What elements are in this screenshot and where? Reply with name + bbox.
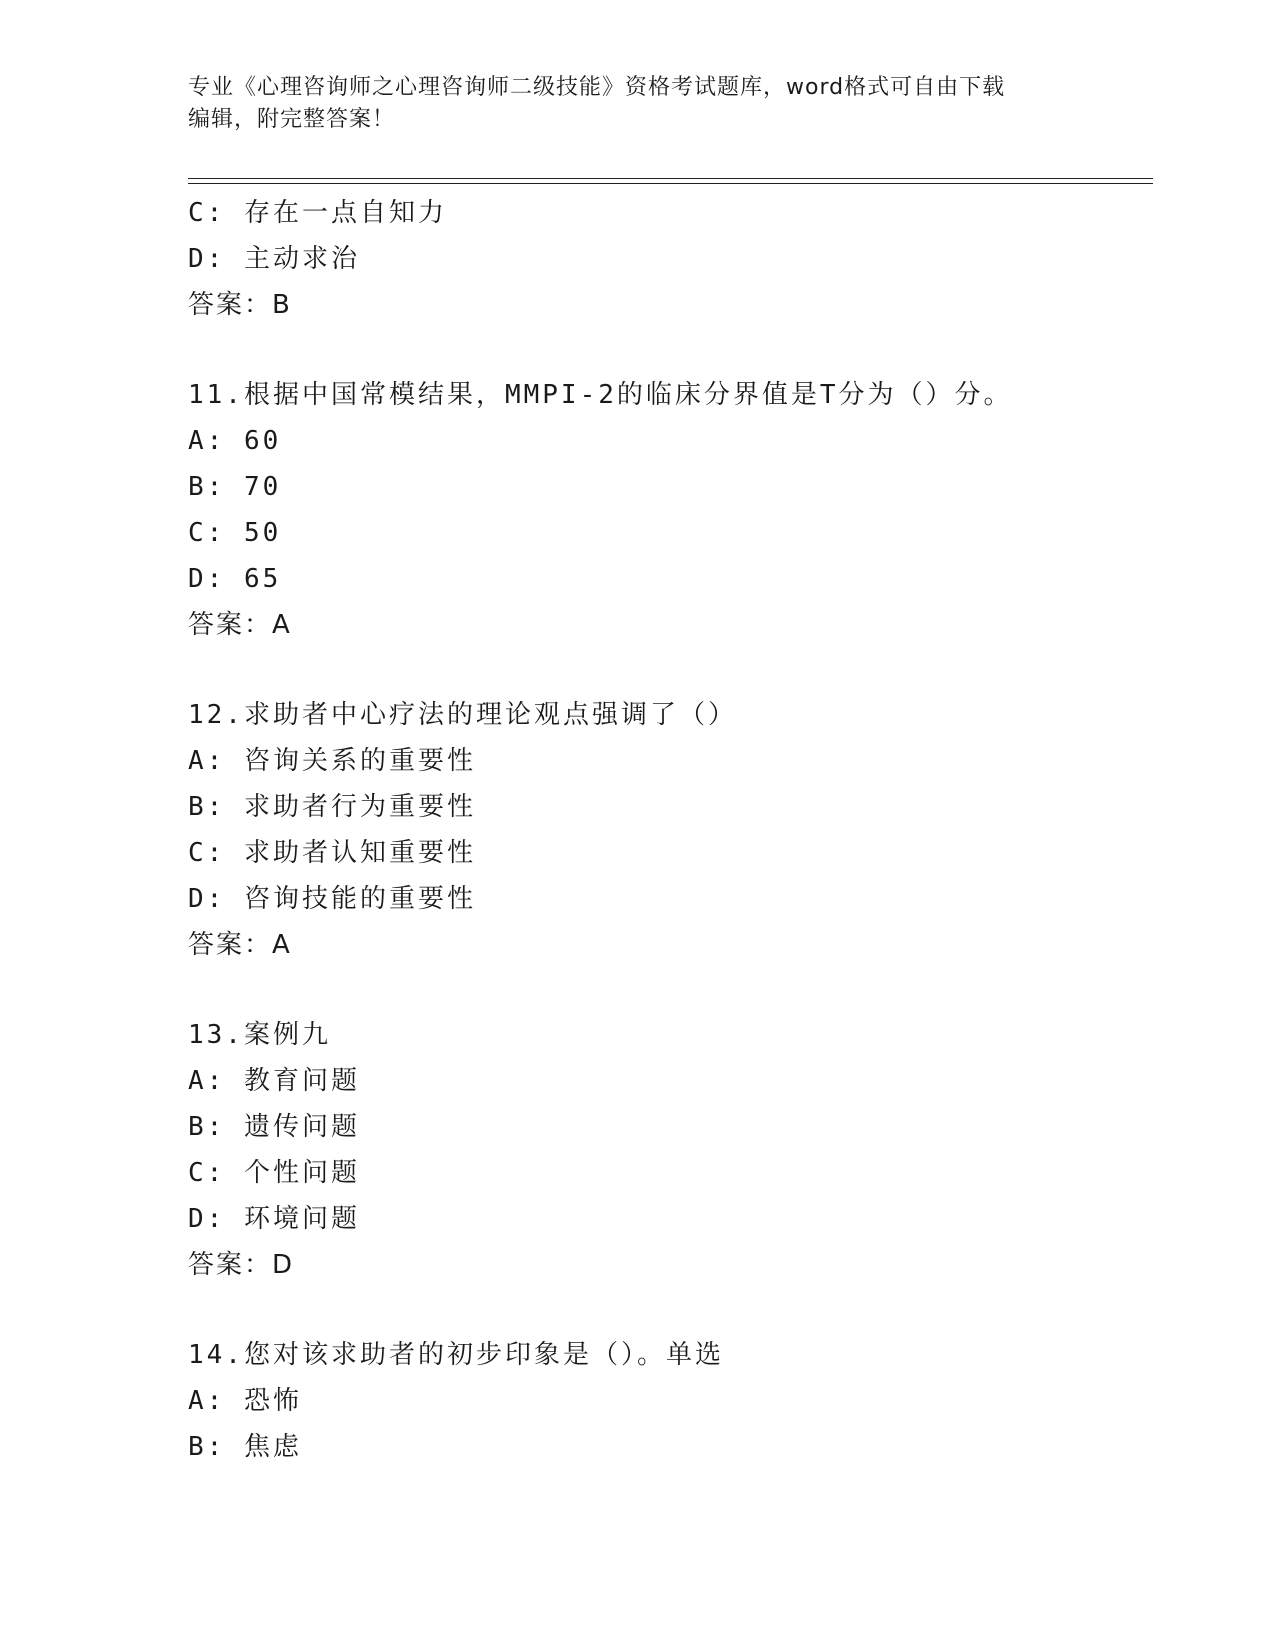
option-d: D: 环境问题 xyxy=(188,1204,360,1234)
option-a: A: 恐怖 xyxy=(188,1386,302,1416)
question-stem: 11.根据中国常模结果，MMPI-2的临床分界值是T分为（）分。 xyxy=(188,380,1013,410)
answer-line: 答案：B xyxy=(188,290,292,320)
option-b: B: 70 xyxy=(188,472,282,502)
option-b: B: 焦虑 xyxy=(188,1432,302,1462)
question-stem: 12.求助者中心疗法的理论观点强调了（） xyxy=(188,700,737,730)
answer-line: 答案：D xyxy=(188,1250,295,1280)
answer-line: 答案：A xyxy=(188,610,292,640)
question-14 xyxy=(188,1332,1153,1470)
option-c: C: 50 xyxy=(188,518,282,548)
option-d: D: 主动求治 xyxy=(188,244,360,274)
option-a: A: 教育问题 xyxy=(188,1066,360,1096)
option-a: A: 60 xyxy=(188,426,282,456)
question-stem: 13.案例九 xyxy=(188,1020,331,1050)
header-divider-bottom xyxy=(188,183,1153,184)
question-11 xyxy=(188,372,1153,648)
option-b: B: 遗传问题 xyxy=(188,1112,360,1142)
answer-line: 答案：A xyxy=(188,930,292,960)
option-d: D: 65 xyxy=(188,564,282,594)
option-c: C: 个性问题 xyxy=(188,1158,360,1188)
option-c: C: 求助者认知重要性 xyxy=(188,838,476,868)
option-a: A: 咨询关系的重要性 xyxy=(188,746,476,776)
option-b: B: 求助者行为重要性 xyxy=(188,792,476,822)
question-stem: 14.您对该求助者的初步印象是（）。单选 xyxy=(188,1340,724,1370)
header-line-2: 编辑，附完整答案！ xyxy=(188,107,396,132)
document-header xyxy=(188,72,1078,136)
header-divider-top xyxy=(188,178,1153,179)
question-13 xyxy=(188,1012,1153,1288)
question-12 xyxy=(188,692,1153,968)
question-list xyxy=(188,190,1153,1470)
header-line-1: 专业《心理咨询师之心理咨询师二级技能》资格考试题库，word格式可自由下载 xyxy=(188,75,1006,100)
option-d: D: 咨询技能的重要性 xyxy=(188,884,476,914)
prev-question xyxy=(188,190,1153,328)
option-c: C: 存在一点自知力 xyxy=(188,198,447,228)
